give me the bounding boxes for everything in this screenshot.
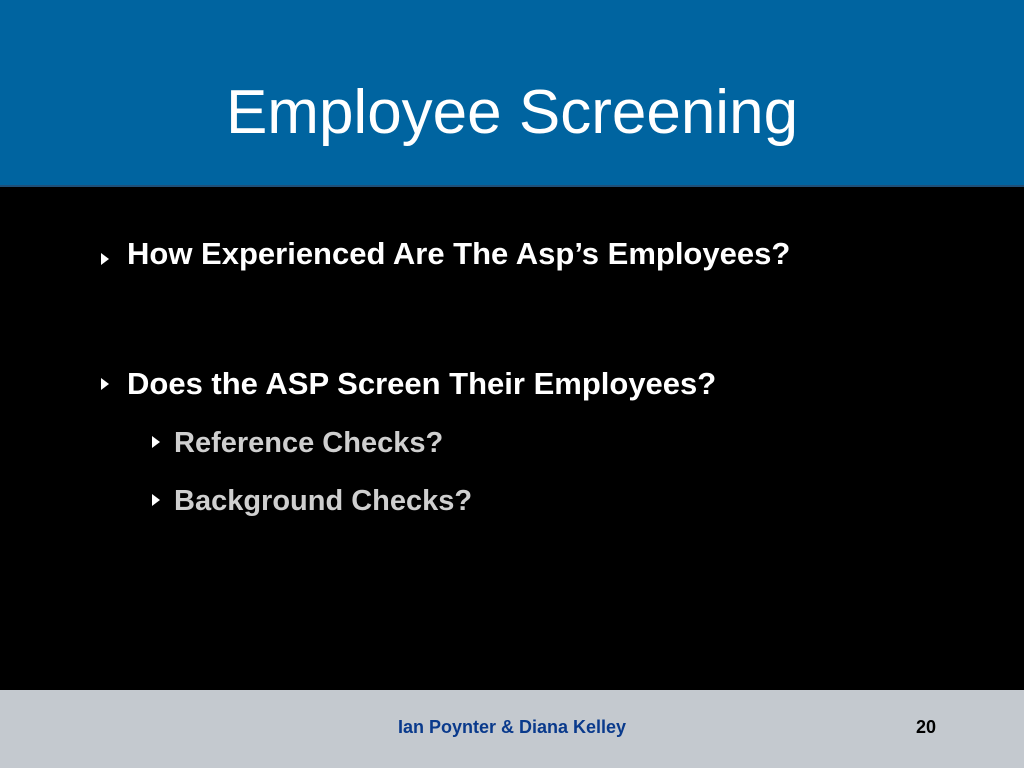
slide-body [0, 187, 1024, 690]
slide-title: Employee Screening [225, 78, 799, 147]
bullet-level1: How Experienced Are The Asp’s Employees? [127, 236, 791, 271]
slide-header [0, 0, 1024, 187]
triangle-right-icon [152, 436, 160, 448]
triangle-right-icon [101, 253, 109, 265]
bullet-level2: Reference Checks? [174, 427, 444, 459]
triangle-right-icon [152, 494, 160, 506]
footer-authors: Ian Poynter & Diana Kelley [397, 717, 627, 737]
bullet-level1: Does the ASP Screen Their Employees? [127, 366, 717, 401]
page-number: 20 [915, 717, 936, 737]
slide-footer [0, 690, 1024, 768]
bullet-level2: Background Checks? [174, 485, 473, 517]
triangle-right-icon [101, 378, 109, 390]
